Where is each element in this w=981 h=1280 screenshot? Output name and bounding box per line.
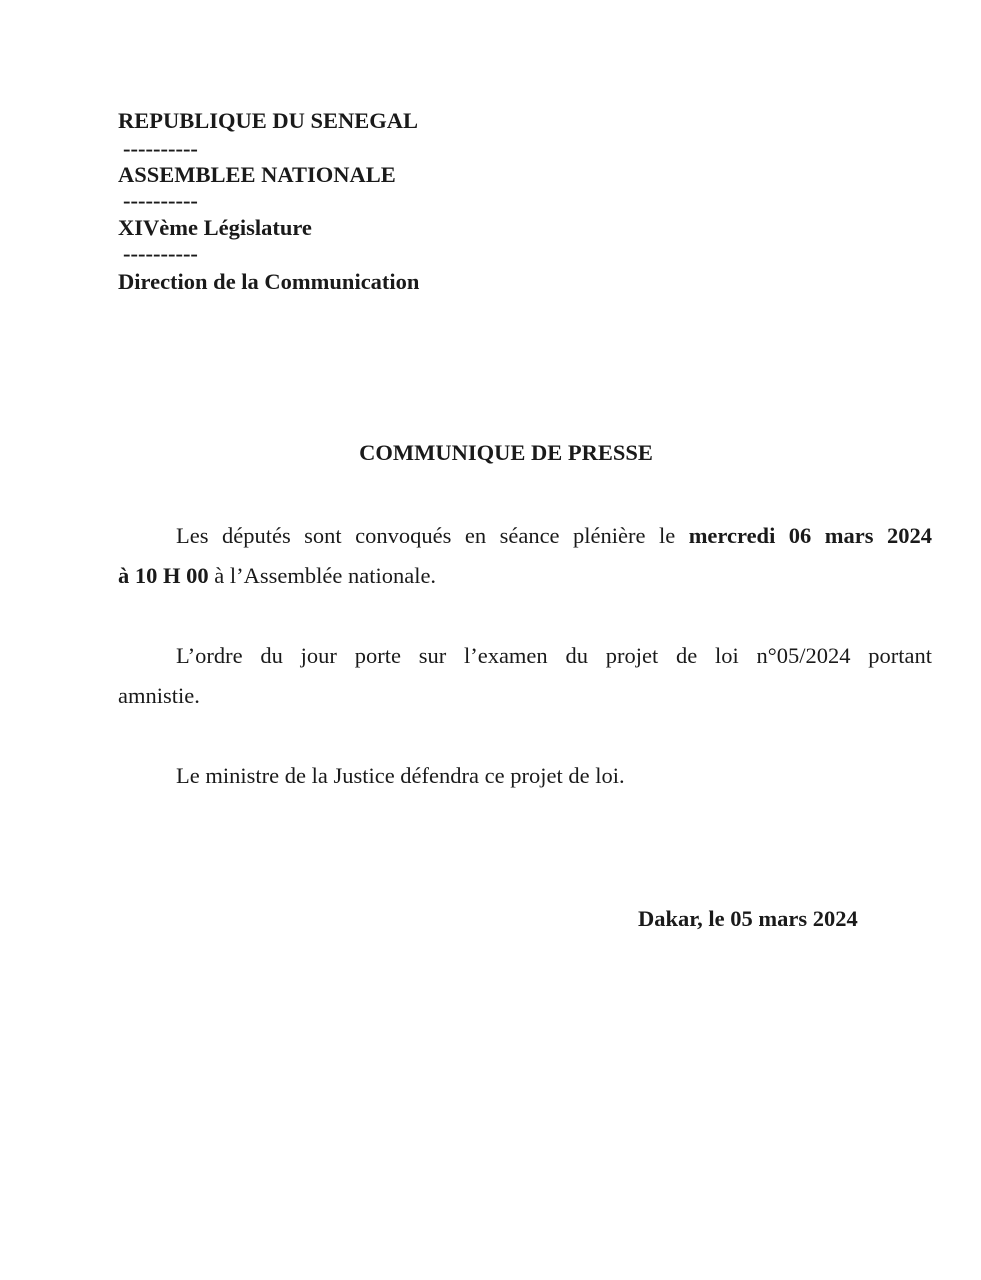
letterhead [118,108,419,295]
letterhead-assemblee: ASSEMBLEE NATIONALE [118,162,396,188]
paragraph-convocation-line2 [118,556,932,596]
letterhead-legislature: XIVème Législature [118,214,312,240]
letterhead-separator: ---------- [123,135,198,161]
convocation-location: à l’Assemblée nationale. [208,563,437,588]
paragraph-agenda-line2: amnistie. [118,683,200,708]
convocation-time: à 10 H 00 [118,563,209,588]
convocation-text: Les députés sont convoqués en séance plénière le [176,523,689,548]
letterhead-separator: ---------- [123,240,198,266]
letterhead-separator: ---------- [123,188,198,214]
paragraph-convocation-line1 [118,516,932,556]
paragraph-convocation [118,516,932,596]
signature-date: Dakar, le 05 mars 2024 [638,906,858,931]
paragraph-agenda [118,636,932,716]
letterhead-direction: Direction de la Communication [118,269,420,295]
paragraph-minister [118,756,932,796]
document-title: COMMUNIQUE DE PRESSE [359,440,653,465]
letterhead-republique: REPUBLIQUE DU SENEGAL [118,108,419,133]
convocation-date: mercredi 06 mars 2024 [688,523,932,548]
paragraph-agenda-line1: L’ordre du jour porte sur l’examen du projet de loi n°05/2024 portant [176,643,932,668]
paragraph-minister-text: Le ministre de la Justice défendra ce projet de loi. [176,763,625,788]
